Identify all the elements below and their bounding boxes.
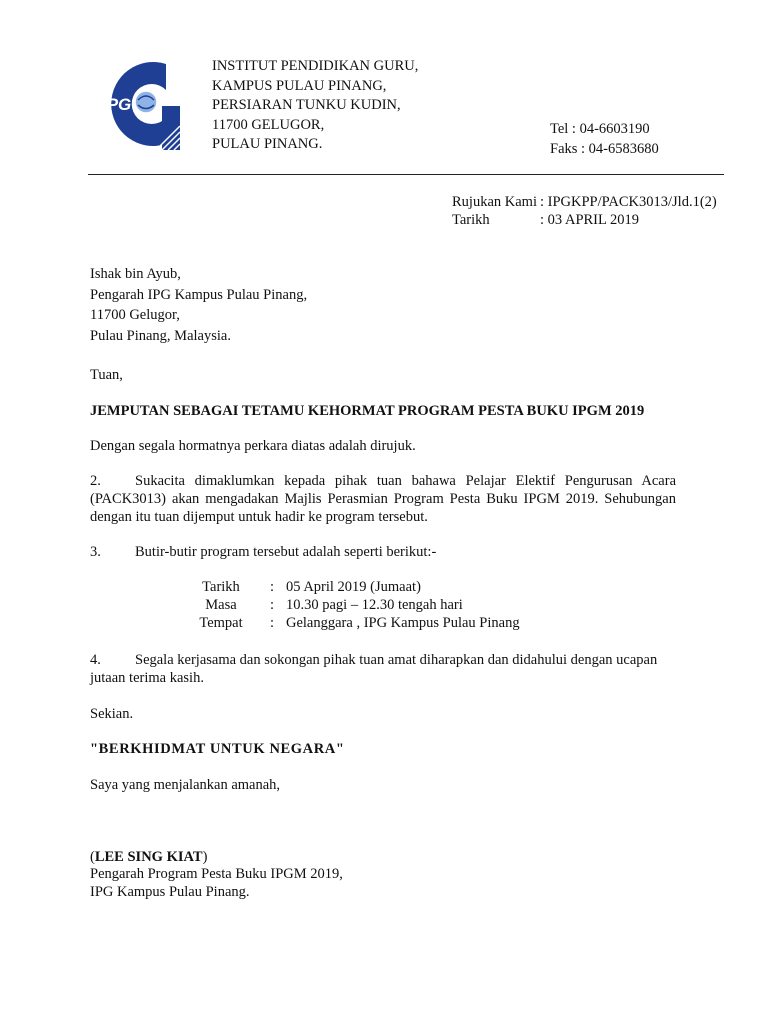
reference-label: Rujukan Kami (452, 194, 537, 210)
telephone: Tel : 04-6603190 (550, 121, 650, 137)
contact-info (550, 120, 659, 159)
letter-subject: JEMPUTAN SEBAGAI TETAMU KEHORMAT PROGRAM PESTA BUKU IPGM 2019 (90, 403, 645, 419)
close-paren: ) (202, 849, 208, 865)
trust-line: Saya yang menjalankan amanah, (90, 777, 281, 793)
reference-row (452, 193, 717, 211)
detail-row-date (172, 578, 520, 596)
detail-label: Tempat (199, 615, 243, 631)
header-divider (88, 174, 724, 175)
detail-colon: : (270, 615, 275, 631)
recipient-line: Ishak bin Ayub, (90, 266, 181, 282)
signatory-title-line: IPG Kampus Pulau Pinang. (90, 884, 250, 900)
paragraph-number: 4. (90, 652, 101, 668)
event-details (172, 578, 520, 632)
signatory-title-line: Pengarah Program Pesta Buku IPGM 2019, (90, 866, 343, 882)
paragraph-number: 2. (90, 473, 101, 489)
detail-colon: : (270, 579, 275, 595)
closing: Sekian. (90, 706, 134, 722)
paragraph-1: Dengan segala hormatnya perkara diatas adalah dirujuk. (90, 438, 416, 454)
signatory-name-text: LEE SING KIAT (94, 849, 203, 865)
paragraph-number: 3. (90, 544, 101, 560)
institution-line: KAMPUS PULAU PINANG, (212, 77, 387, 94)
institution-line: PULAU PINANG. (212, 136, 323, 152)
date-label: Tarikh (452, 212, 490, 228)
detail-row-venue (172, 614, 520, 632)
paragraph-text: Sukacita dimaklumkan kepada pihak tuan bahawa Pelajar Elektif Pengurusan Acara (PACK3013) akan mengadakan Majlis Perasmian Program Pesta Buku IPGM 2019. Sehubungan dengan itu tuan dijemput untuk hadir ke program tersebut. (90, 473, 676, 525)
recipient-address (90, 265, 307, 347)
institution-address (212, 57, 418, 155)
detail-value: 05 April 2019 (Jumaat) (286, 579, 421, 595)
recipient-line: Pulau Pinang, Malaysia. (90, 327, 231, 344)
detail-value: Gelanggara , IPG Kampus Pulau Pinang (286, 615, 520, 631)
recipient-line: Pengarah IPG Kampus Pulau Pinang, (90, 286, 308, 303)
paragraph-text: Butir-butir program tersebut adalah seperti berikut:- (135, 544, 437, 560)
reference-block (452, 193, 717, 229)
institution-line: PERSIARAN TUNKU KUDIN, (212, 97, 401, 113)
ipg-logo (96, 58, 180, 150)
signatory-title (90, 865, 343, 901)
motto: "BERKHIDMAT UNTUK NEGARA" (90, 741, 345, 757)
recipient-line: 11700 Gelugor, (90, 307, 180, 323)
detail-label: Tarikh (202, 579, 240, 595)
institution-line: 11700 GELUGOR, (212, 116, 325, 133)
detail-value: 10.30 pagi – 12.30 tengah hari (286, 597, 463, 613)
reference-value: : IPGKPP/PACK3013/Jld.1(2) (540, 194, 717, 210)
fax: Faks : 04-6583680 (550, 140, 659, 157)
detail-label: Masa (205, 597, 237, 613)
paragraph-3 (90, 543, 436, 561)
date-value: : 03 APRIL 2019 (540, 212, 639, 228)
date-row (452, 211, 717, 229)
logo-text: IPG (102, 95, 132, 114)
open-paren: ( (90, 849, 95, 865)
salutation: Tuan, (90, 367, 123, 383)
paragraph-2 (90, 472, 676, 526)
institution-line: INSTITUT PENDIDIKAN GURU, (212, 58, 419, 74)
detail-colon: : (270, 597, 275, 613)
signatory-name (90, 848, 207, 866)
paragraph-4 (90, 651, 676, 687)
detail-row-time (172, 596, 520, 614)
paragraph-text: Segala kerjasama dan sokongan pihak tuan amat diharapkan dan didahului dengan ucapan jutaan terima kasih. (90, 652, 658, 686)
